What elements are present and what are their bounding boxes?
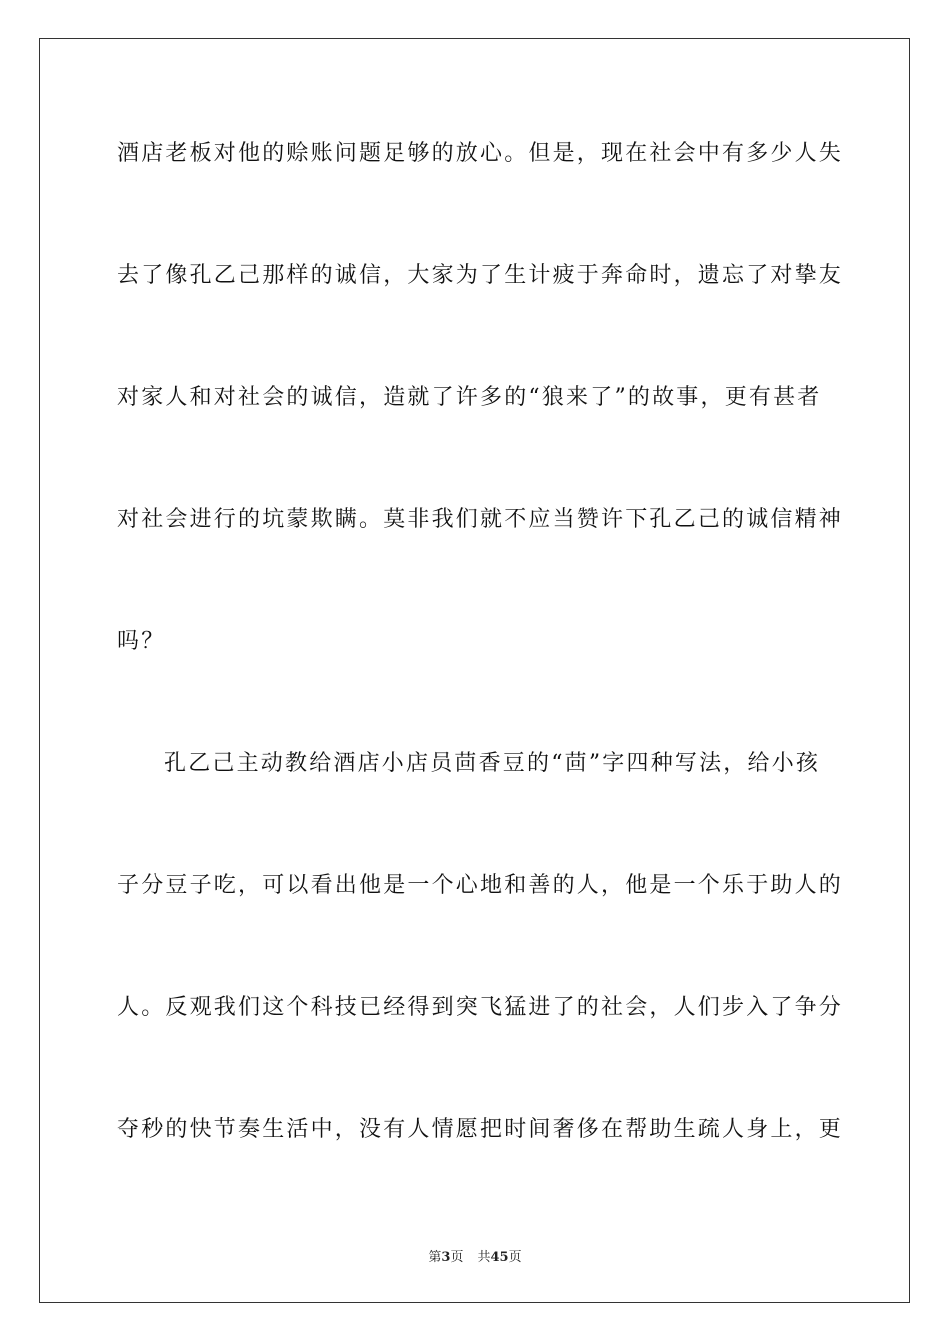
footer-total-prefix: 共 — [477, 1250, 491, 1265]
page-footer — [0, 1249, 950, 1267]
text-line-9: 夺秒的快节奏生活中，没有人情愿把时间奢侈在帮助生疏人身上，更 — [117, 1117, 844, 1142]
text-line-7: 子分豆子吃，可以看出他是一个心地和善的人，他是一个乐于助人的 — [117, 873, 844, 898]
page-frame — [39, 38, 910, 1303]
footer-page-number: 3 — [441, 1250, 451, 1265]
footer-total-pages: 45 — [490, 1250, 509, 1265]
text-line-4: 对社会进行的坑蒙欺瞒。莫非我们就不应当赞许下孔乙己的诚信精神 — [117, 507, 844, 532]
text-line-8: 人。反观我们这个科技已经得到突飞猛进了的社会，人们步入了争分 — [117, 995, 844, 1020]
text-line-6-paragraph-start: 孔乙己主动教给酒店小店员茴香豆的“茴”字四种写法，给小孩 — [164, 751, 821, 776]
footer-total-suffix: 页 — [508, 1250, 522, 1265]
text-line-3: 对家人和对社会的诚信，造就了许多的“狼来了”的故事，更有甚者 — [117, 385, 822, 410]
text-line-1: 酒店老板对他的赊账问题足够的放心。但是，现在社会中有多少人失 — [117, 141, 844, 166]
footer-page-suffix: 页 — [450, 1250, 464, 1265]
text-line-2: 去了像孔乙己那样的诚信，大家为了生计疲于奔命时，遗忘了对挚友 — [117, 263, 844, 288]
footer-page-prefix: 第 — [428, 1250, 442, 1265]
text-line-5: 吗？ — [117, 629, 166, 654]
